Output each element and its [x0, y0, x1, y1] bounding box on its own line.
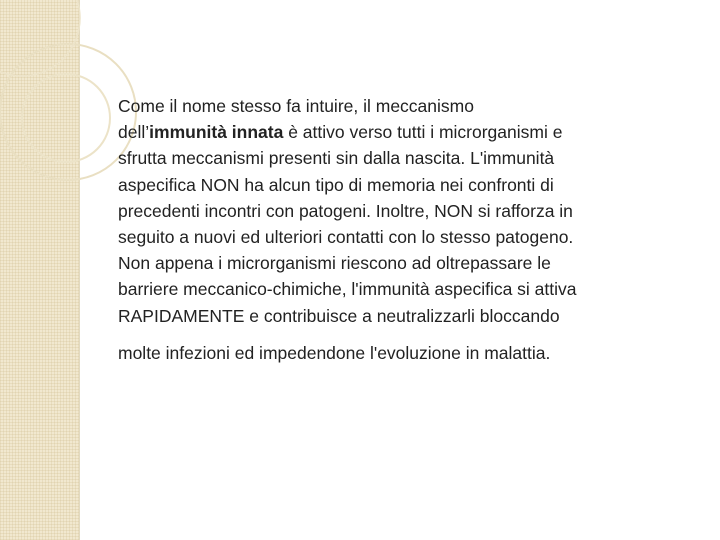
text-line: Non appena i microrganismi riescono ad oltrepassare le — [118, 253, 551, 274]
text-line: molte infezioni ed impedendone l'evoluzione in malattia. — [118, 342, 551, 363]
text-line: aspecifica NON ha alcun tipo di memoria nei confronti di — [118, 174, 554, 195]
text-line: sfrutta meccanismi presenti sin dalla nascita. L'immunità — [118, 148, 555, 169]
paragraph-continuation — [118, 340, 698, 366]
text-line: Come il nome stesso fa intuire, il meccanismo — [118, 96, 474, 116]
decorative-circle-top — [0, 0, 80, 76]
text-line: seguito a nuovi ed ulteriori contatti con lo stesso patogeno. — [118, 227, 574, 248]
text-segment: è attivo verso tutti i microrganismi e — [283, 122, 563, 143]
decorative-circle-large — [0, 44, 136, 180]
text-line: barriere meccanico-chimiche, l'immunità aspecifica si attiva — [118, 279, 577, 300]
text-line: RAPIDAMENTE e contribuisce a neutralizzarli bloccando — [118, 305, 560, 326]
bold-term-innate-immunity: immunità innata — [149, 122, 284, 143]
text-segment: dell’ — [118, 122, 150, 143]
text-line: precedenti incontri con patogeni. Inoltre, NON si rafforza in — [118, 200, 573, 221]
slide-body-text — [118, 93, 698, 366]
decorative-circle-small — [22, 74, 110, 162]
paragraph-innate-immunity — [118, 93, 698, 329]
text-line — [118, 119, 698, 145]
